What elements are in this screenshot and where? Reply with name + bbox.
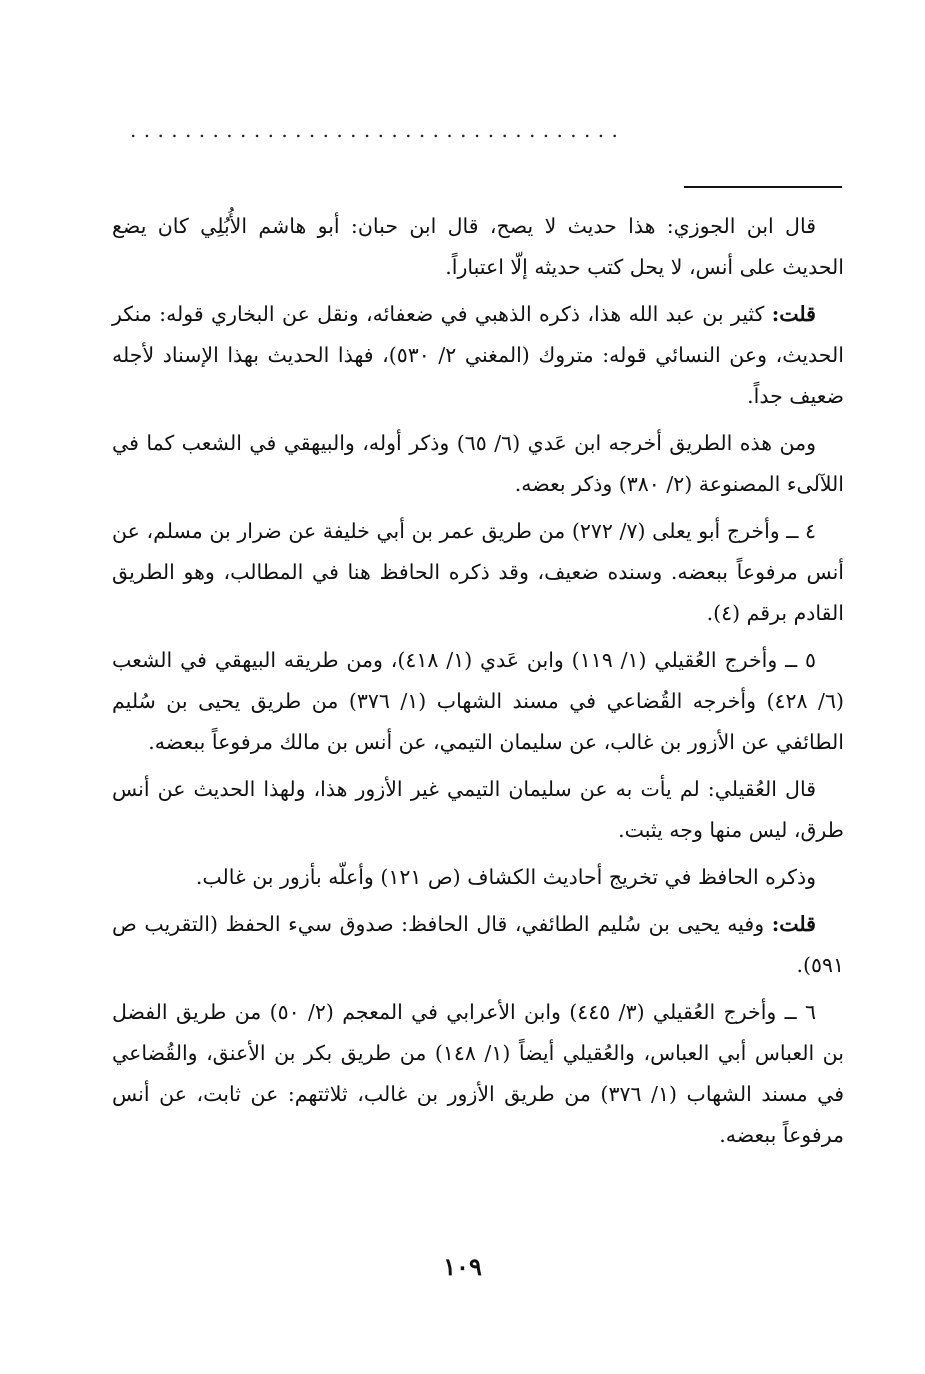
paragraph-text: ٥ ــ وأخرج العُقيلي (١/ ١١٩) وابن عَدي (١/ ٤١٨)، ومن طريقه البيهقي في الشعب (٦/ ٤٢٨) وأخرجه القُضاعي في مسند الشهاب (١/ ٣٧٦) من طريق يحيى بن سُليم الطائفي عن الأزور بن غالب، عن سليمان التيمي، عن أنس بن مالك مرفوعاً ببعضه.: [112, 648, 844, 754]
paragraph-text: ومن هذه الطريق أخرجه ابن عَدي (٦/ ٦٥) وذكر أوله، والبيهقي في الشعب كما في اللآلىء المصنوعة (٢/ ٣٨٠) وذكر بعضه.: [112, 431, 844, 496]
dotted-separator: ....................................: [130, 118, 626, 142]
paragraph-text: ٤ ــ وأخرج أبو يعلى (٧/ ٢٧٢) من طريق عمر بن أبي خليفة عن ضرار بن مسلم، عن أنس مرفوعاً ببعضه. وسنده ضعيف، وقد ذكره الحافظ هنا في المطالب، وهو الطريق القادم برقم (٤).: [112, 519, 844, 625]
paragraph-1: [112, 206, 844, 288]
paragraph-text: كثير بن عبد الله هذا، ذكره الذهبي في ضعفائه، ونقل عن البخاري قوله: منكر الحديث، وعن النسائي قوله: متروك (المغني ٢/ ٥٣٠)، فهذا الحديث بهذا الإسناد لأجله ضعيف جداً.: [112, 302, 844, 408]
paragraph-3: [112, 423, 844, 505]
page-body: [112, 206, 844, 1162]
paragraph-text: ٦ ــ وأخرج العُقيلي (٣/ ٤٤٥) وابن الأعرابي في المعجم (٢/ ٥٠) من طريق الفضل بن العباس أبي العباس، والعُقيلي أيضاً (١/ ١٤٨) من طريق بكر بن الأعنق، والقُضاعي في مسند الشهاب (١/ ٣٧٦) من طريق الأزور بن غالب، ثلاثتهم: عن ثابت، عن أنس مرفوعاً ببعضه.: [112, 1000, 844, 1147]
paragraph-2: [112, 294, 844, 417]
paragraph-lead: قلت:: [771, 302, 816, 326]
paragraph-7: [112, 857, 844, 898]
paragraph-8: [112, 904, 844, 986]
paragraph-text: قال العُقيلي: لم يأت به عن سليمان التيمي غير الأزور هذا، ولهذا الحديث عن أنس طرق، ليس منها وجه يثبت.: [112, 777, 844, 842]
paragraph-6: [112, 769, 844, 851]
paragraph-text: وذكره الحافظ في تخريج أحاديث الكشاف (ص ١٢١) وأعلّه بأزور بن غالب.: [195, 865, 816, 889]
paragraph-lead: قلت:: [771, 912, 816, 936]
footnote-rule: [684, 186, 842, 188]
paragraph-5: [112, 640, 844, 763]
paragraph-text: وفيه يحيى بن سُليم الطائفي، قال الحافظ: صدوق سيء الحفظ (التقريب ص ٥٩١).: [112, 912, 844, 977]
paragraph-9: [112, 992, 844, 1156]
paragraph-text: قال ابن الجوزي: هذا حديث لا يصح، قال ابن حبان: أبو هاشم الأُبُلِي كان يضع الحديث على أنس، لا يحل كتب حديثه إلّا اعتباراً.: [112, 214, 844, 279]
page-number: ١٠٩: [443, 1252, 482, 1281]
paragraph-4: [112, 511, 844, 634]
